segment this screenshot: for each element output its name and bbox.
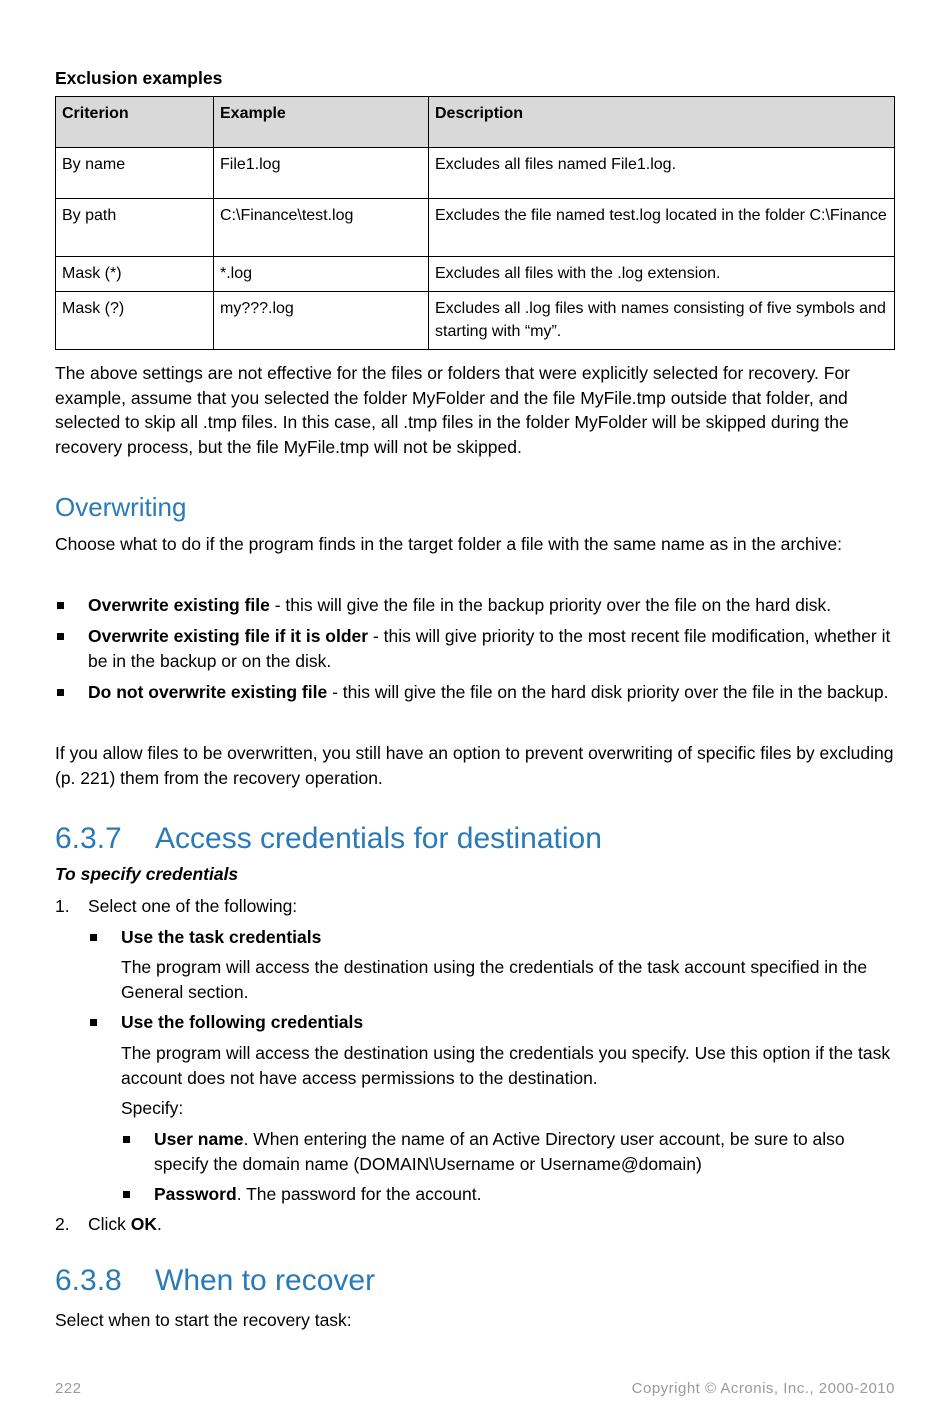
option-title: Overwrite existing file	[88, 595, 270, 615]
credential-option-2	[88, 1010, 895, 1035]
section-number: 6.3.8	[55, 1264, 122, 1297]
step-1-text: Select one of the following:	[88, 896, 298, 916]
section-638-heading	[55, 1263, 375, 1299]
table-cell: By name	[56, 148, 214, 199]
table-row	[56, 199, 895, 257]
section-638-intro: Select when to start the recovery task:	[55, 1310, 352, 1330]
overwrite-option-1	[55, 593, 895, 618]
exclusion-examples-title: Exclusion examples	[55, 68, 223, 88]
table-cell: Excludes all .log files with names consisting of five symbols and starting with “my”.	[429, 292, 895, 350]
step-1-number: 1.	[55, 896, 70, 916]
table-cell: Mask (?)	[56, 292, 214, 350]
table-row	[56, 292, 895, 350]
section-title: Access credentials for destination	[155, 822, 602, 855]
option-text: - this will give priority to the most recent file modification, whether it be in the backup or on the disk.	[88, 626, 891, 671]
table-cell: Excludes all files with the .log extension.	[429, 257, 895, 292]
option-text: - this will give the file in the backup priority over the file on the hard disk.	[269, 595, 832, 615]
option-title: Use the following credentials	[121, 1012, 364, 1032]
password-item	[121, 1182, 895, 1207]
exclusion-note: The above settings are not effective for the files or folders that were explicitly selected for recovery. For example, assume that you selected the folder MyFolder and the file MyFile.tmp outside that folder, and selected to skip all .tmp files. In this case, all .tmp files in the folder MyFolder will be skipped during the recovery process, but the file MyFile.tmp will not be skipped.	[55, 363, 851, 457]
option-title: Overwrite existing file if it is older	[88, 626, 369, 646]
overwriting-intro: Choose what to do if the program finds in the target folder a file with the same name as in the archive:	[55, 534, 842, 554]
password-label: Password	[154, 1184, 237, 1204]
option-2-description: The program will access the destination using the credentials you specify. Use this option if the task account does not have access permissions to the destination.	[121, 1043, 891, 1088]
overwrite-option-3	[55, 680, 895, 705]
table-header-row	[56, 97, 895, 148]
step-2-prefix: Click	[88, 1214, 131, 1234]
header-example: Example	[214, 97, 429, 148]
table-row	[56, 257, 895, 292]
table-cell: Excludes the file named test.log located in the folder C:\Finance	[429, 199, 895, 257]
option-title: Do not overwrite existing file	[88, 682, 328, 702]
table-row	[56, 148, 895, 199]
step-2-text	[88, 1212, 162, 1237]
user-name-label: User name	[154, 1129, 244, 1149]
password-text: . The password for the account.	[236, 1184, 482, 1204]
table-cell: *.log	[214, 257, 429, 292]
option-title: Use the task credentials	[121, 927, 322, 947]
specify-label: Specify:	[121, 1098, 184, 1118]
bullet-square-icon	[57, 633, 64, 640]
table-cell: File1.log	[214, 148, 429, 199]
ok-label: OK	[130, 1214, 158, 1234]
overwrite-option-2	[55, 624, 895, 673]
bullet-square-icon	[57, 689, 64, 696]
bullet-square-icon	[90, 934, 97, 941]
overwriting-outro: If you allow files to be overwritten, you still have an option to prevent overwriting of specific files by excluding (p. 221) them from the recovery operation.	[55, 743, 894, 788]
copyright-notice: Copyright © Acronis, Inc., 2000-2010	[631, 1380, 895, 1397]
step-2-suffix: .	[157, 1214, 162, 1234]
user-name-item	[121, 1127, 895, 1176]
bullet-square-icon	[57, 602, 64, 609]
table-cell: Mask (*)	[56, 257, 214, 292]
header-description: Description	[429, 97, 895, 148]
table-cell: my???.log	[214, 292, 429, 350]
procedure-title: To specify credentials	[55, 864, 239, 884]
exclusion-examples-table	[55, 96, 895, 350]
section-title: When to recover	[155, 1264, 376, 1297]
table-cell: Excludes all files named File1.log.	[429, 148, 895, 199]
credential-option-1	[88, 925, 895, 950]
step-2-number: 2.	[55, 1214, 70, 1234]
option-text: - this will give the file on the hard disk priority over the file in the backup.	[327, 682, 889, 702]
page-number: 222	[55, 1380, 82, 1397]
table-cell: By path	[56, 199, 214, 257]
bullet-square-icon	[90, 1019, 97, 1026]
bullet-square-icon	[123, 1136, 130, 1143]
section-number: 6.3.7	[55, 822, 122, 855]
option-1-description: The program will access the destination using the credentials of the task account specified in the General section.	[121, 957, 868, 1002]
user-name-text: . When entering the name of an Active Directory user account, be sure to also specify the domain name (DOMAIN\Username or Username@domain)	[154, 1129, 845, 1174]
overwriting-heading: Overwriting	[55, 492, 187, 522]
table-cell: C:\Finance\test.log	[214, 199, 429, 257]
section-637-heading	[55, 821, 602, 857]
header-criterion: Criterion	[56, 97, 214, 148]
bullet-square-icon	[123, 1191, 130, 1198]
